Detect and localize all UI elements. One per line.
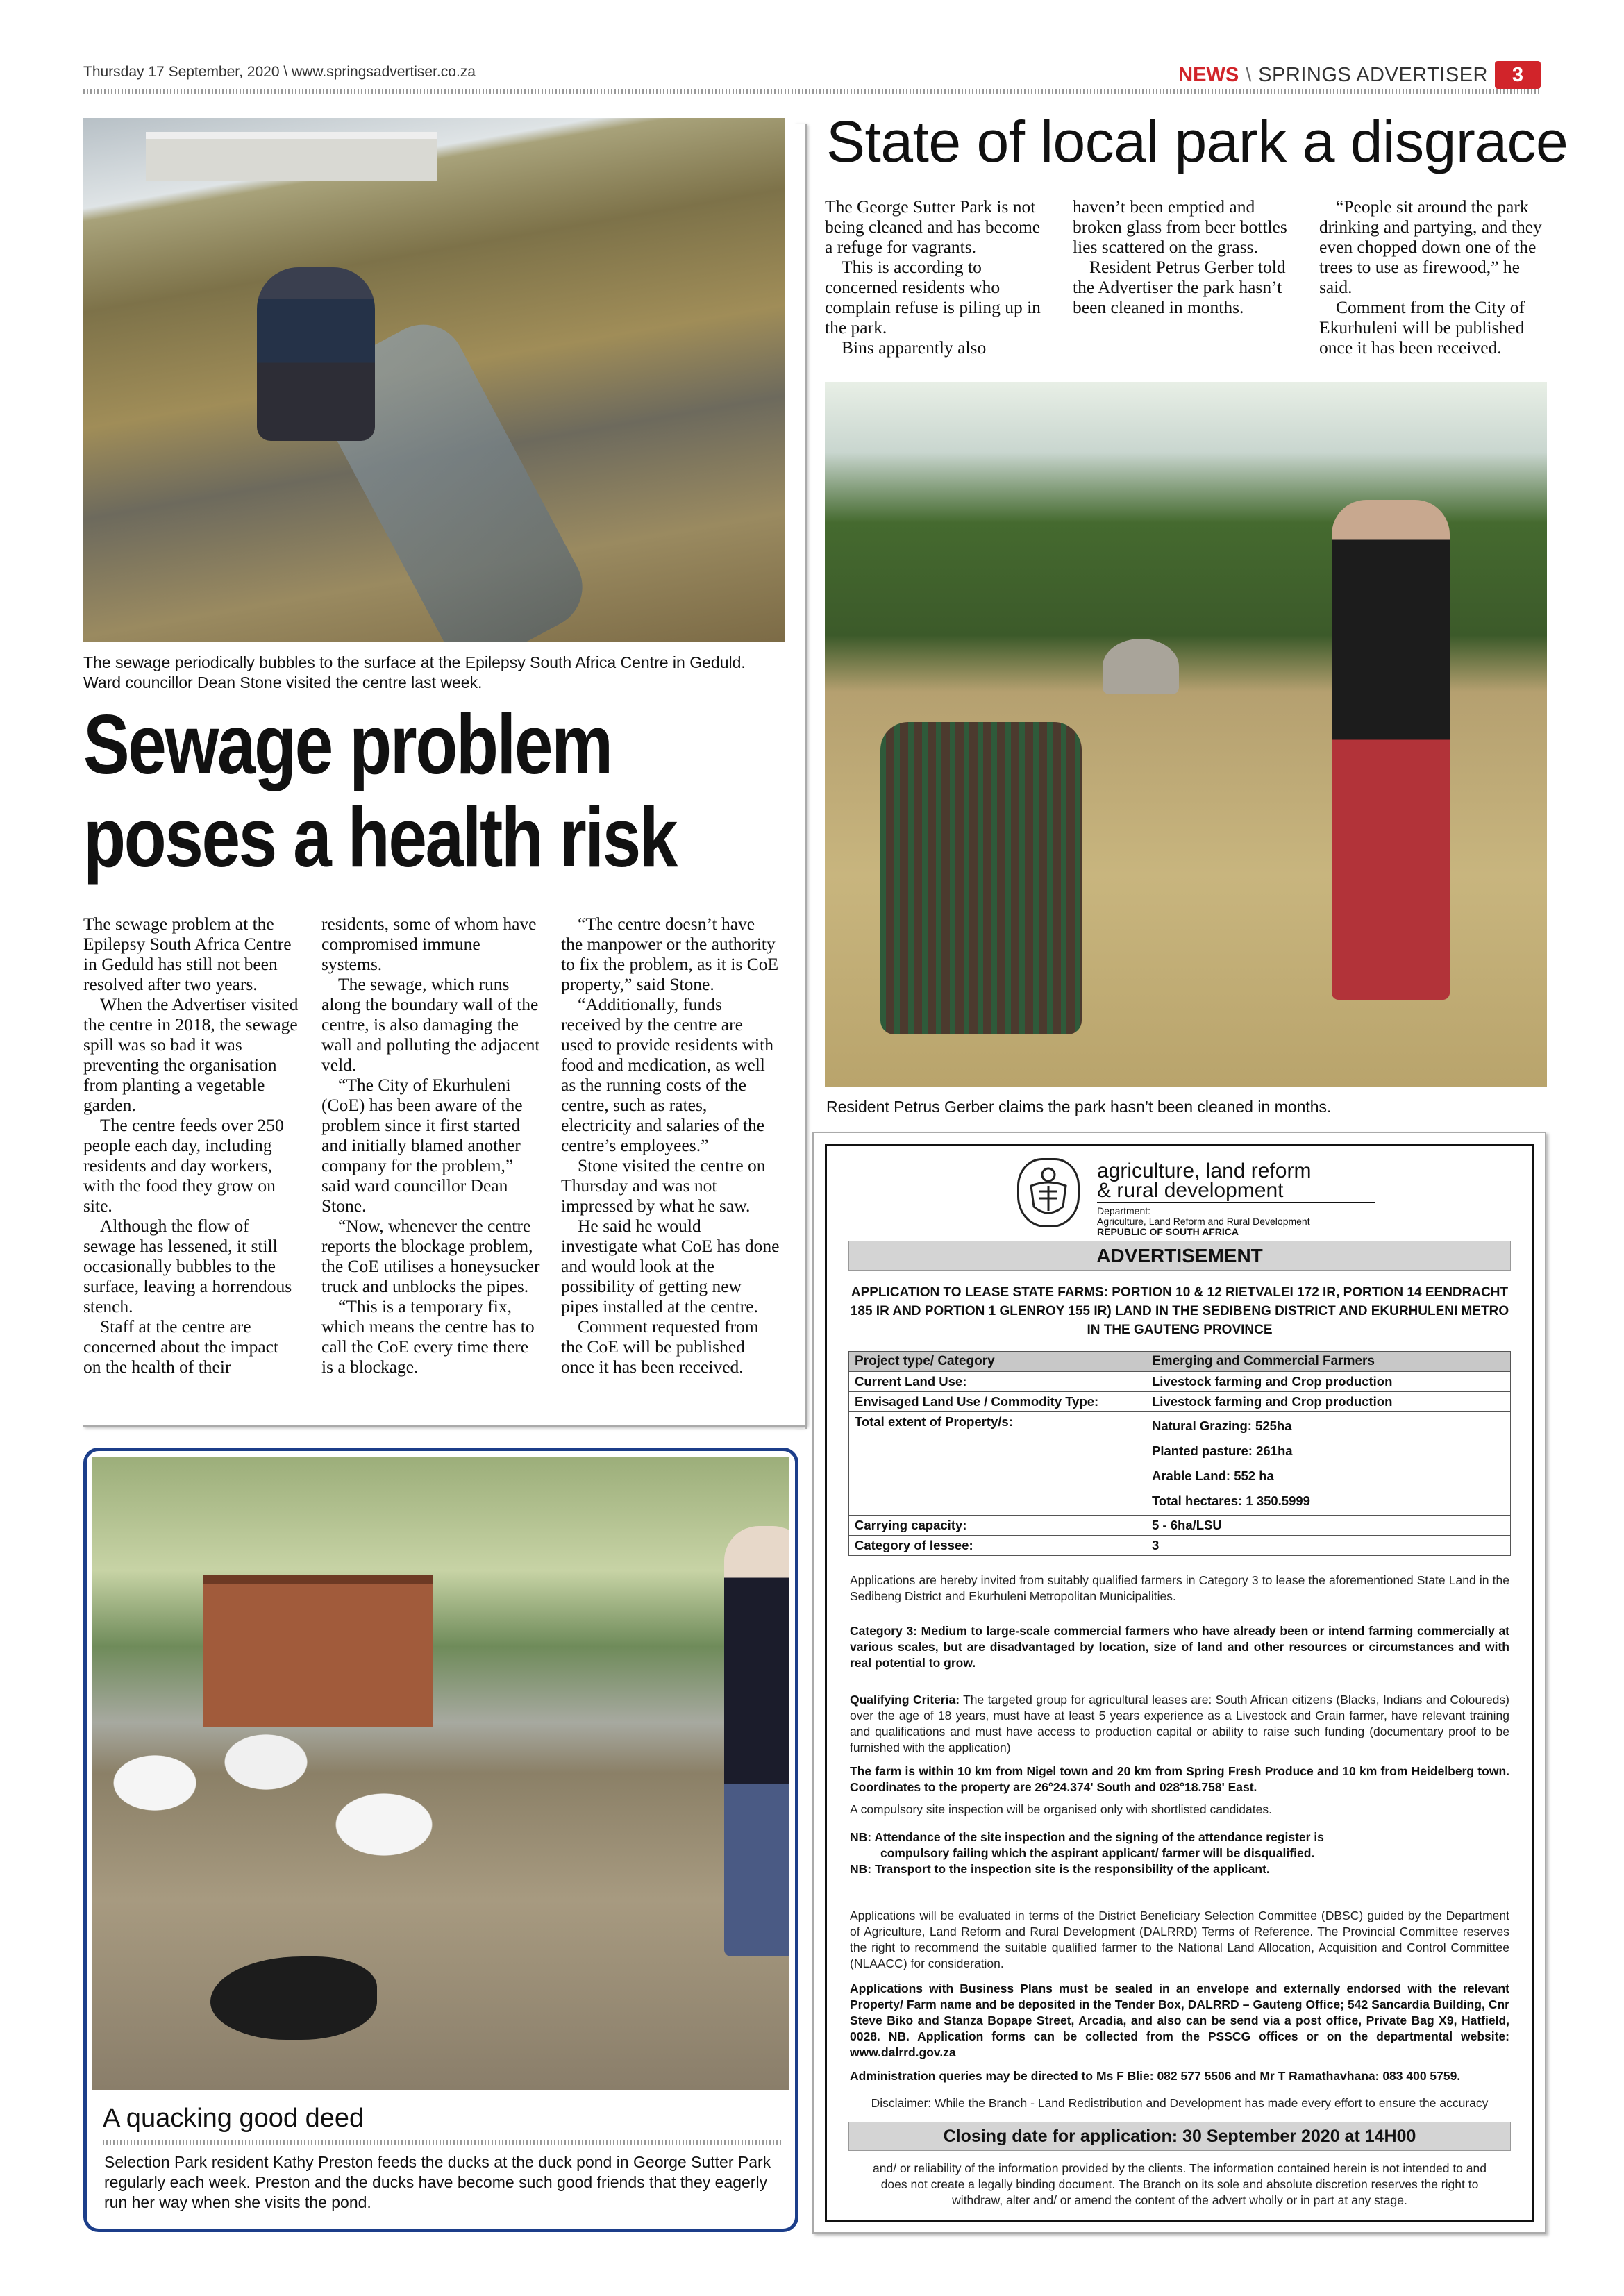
park-column-2: [1073, 196, 1298, 317]
advert-dept-line2: & rural development: [1097, 1179, 1284, 1202]
photo-stone-table: [1103, 639, 1179, 694]
advert-disclaimer-start: Disclaimer: While the Branch - Land Redistribution and Development has made every effort to ensure the accuracy: [871, 2096, 1489, 2110]
advert-subhead-c: IN THE GAUTENG PROVINCE: [1087, 1323, 1273, 1337]
duck-title: A quacking good deed: [103, 2104, 365, 2133]
header-section-block: [1178, 61, 1541, 89]
coat-of-arms-icon: [1017, 1158, 1080, 1227]
advert-dept-line4: Agriculture, Land Reform and Rural Development: [1097, 1216, 1310, 1227]
advert-subhead-a: APPLICATION TO LEASE STATE FARMS: PORTION 10 & 12 RIETVALEI 172 IR, PORTION 14 EENDRACHT 185 IR AND PORTION 1 GLENROY 155 IR) LAND IN THE: [850, 1285, 1509, 1318]
sewage-headline: [83, 697, 677, 885]
header-rule: [83, 89, 1541, 94]
paragraph: When the Advertiser visited the centre in 2018, the sewage spill was so bad it was preventing the organisation from planting a vegetable garden.: [83, 994, 299, 1115]
paragraph: Although the flow of sewage has lessened, it still occasionally bubbles to the surface, leaving a horrendous stench.: [83, 1216, 292, 1316]
advert-queries: [850, 2068, 1509, 2084]
table-cell: 5 - 6ha/LSU: [1146, 1516, 1511, 1536]
paragraph: Stone visited the centre on Thursday and was not impressed by what he saw.: [561, 1155, 766, 1216]
table-cell-extents: [1146, 1412, 1511, 1516]
paragraph: Bins apparently also: [842, 337, 987, 358]
duck-title-rule: [103, 2140, 783, 2145]
advert-category: [850, 1623, 1509, 1671]
advert-location: [850, 1763, 1509, 1795]
park-column-3: [1319, 196, 1545, 358]
paragraph: This is according to concerned residents who complain refuse is piling up in the park.: [825, 257, 1041, 337]
paragraph: Comment requested from the CoE will be published once it has been received.: [561, 1316, 759, 1377]
table-row: [849, 1352, 1511, 1372]
advert-subhead-b: SEDIBENG DISTRICT AND EKURHULENI METRO: [1202, 1304, 1509, 1318]
advert-disclaimer-end: and/ or reliability of the information provided by the clients. The information contained herein is not intended to and does not create a legally binding document. The Branch on its sole and absolute discretion reserves the right to withdraw, alter and/ or amend the content of the advert wholly or in part at any stage.: [873, 2161, 1487, 2207]
header-section: NEWS: [1178, 63, 1239, 86]
photo-brick-hut: [203, 1575, 433, 1727]
table-cell: Project type/ Category: [849, 1352, 1146, 1372]
photo-geese: [106, 1720, 467, 1859]
page-number: 3: [1495, 61, 1541, 89]
paragraph: The sewage, which runs along the boundary wall of the centre, is also damaging the wall and polluting the adjacent veld.: [321, 974, 540, 1075]
advert-nb2: NB: Transport to the inspection site is the responsibility of the applicant.: [850, 1862, 1270, 1876]
paragraph: The sewage problem at the Epilepsy South Africa Centre in Geduld has still not been resolved after two years.: [83, 914, 292, 994]
advert-property-table: [848, 1351, 1511, 1556]
sewage-photo: [83, 118, 785, 642]
paragraph: “Additionally, funds received by the centre are used to provide residents with food and medication, as well as the running costs of the centre, such as rates, electricity and salaries of the centre’s employees.”: [561, 994, 773, 1155]
table-row: [849, 1372, 1511, 1392]
paragraph: “People sit around the park drinking and partying, and they even chopped down one of the trees to use as firewood,” he said.: [1319, 196, 1542, 297]
table-cell: Current Land Use:: [849, 1372, 1146, 1392]
header-paper-name: SPRINGS ADVERTISER: [1258, 63, 1488, 86]
sewage-headline-line1: Sewage problem: [83, 697, 612, 791]
extent-arable: Arable Land: 552 ha: [1152, 1468, 1274, 1483]
park-photo: [825, 382, 1547, 1087]
table-cell: 3: [1146, 1536, 1511, 1556]
paragraph: “The City of Ekurhuleni (CoE) has been aware of the problem since it first started and initially blamed another company for the problem,” said ward councillor Dean Stone.: [321, 1075, 523, 1216]
table-cell: Emerging and Commercial Farmers: [1146, 1352, 1511, 1372]
table-cell: Livestock farming and Crop production: [1146, 1392, 1511, 1412]
extent-grazing: Natural Grazing: 525ha: [1152, 1418, 1292, 1433]
advert-queries-text: Administration queries may be directed to Ms F Blie: 082 577 5506 and Mr T Ramathavhana: 083 400 5759.: [850, 2069, 1461, 2083]
photo-duck: [210, 1956, 377, 2040]
advert-nb1-b: compulsory failing which the aspirant applicant/ farmer will be disqualified.: [880, 1846, 1315, 1860]
advert-dept-line1: agriculture, land reform: [1097, 1159, 1312, 1182]
paragraph: The George Sutter Park is not being cleaned and has become a refuge for vagrants.: [825, 196, 1041, 257]
header-date-site: Thursday 17 September, 2020 \ www.springsadvertiser.co.za: [83, 64, 476, 80]
table-row: [849, 1536, 1511, 1556]
table-cell: Total extent of Property/s:: [849, 1412, 1146, 1516]
park-headline: State of local park a disgrace: [826, 109, 1568, 174]
sewage-column-2: [321, 914, 540, 1377]
extent-pasture: Planted pasture: 261ha: [1152, 1443, 1293, 1458]
advert-category-text: Category 3: Medium to large-scale commercial farmers who have already been or intend farming commercially at various scales, but are disadvantaged by location, size of land and other resources or circumstances and with real potential to grow.: [850, 1624, 1509, 1670]
photo-building: [146, 132, 437, 181]
table-row: [849, 1392, 1511, 1412]
paragraph: “This is a temporary fix, which means the centre has to call the CoE every time there is a blockage.: [321, 1296, 535, 1377]
duck-photo: [92, 1457, 789, 2090]
advert-nb-attendance: [850, 1829, 1509, 1877]
advert-submission-text: Applications with Business Plans must be sealed in an envelope and externally endorsed with the relevant Property/ Farm name and be deposited in the Tender Box, DALRRD – Gauteng Office; 542 Sancardia Building, Cnr Steve Biko and Stanza Bopape Street, Arcadia, and also can be send via a post office, Private Bag X9, Hatfield, 0028. NB. Application forms can be collected from the PSSCG offices or on the departmental website: www.dalrrd.gov.za: [850, 1981, 1509, 2059]
advert-evaluation: Applications will be evaluated in terms of the District Beneficiary Selection Committee (DBSC) guided by the Department of Agriculture, Land Reform and Rural Development (DALRRD) Terms of Reference. The Provincial Committee reserves the right to recommend the suitable qualified farmer to the National Land Allocation, Acquisition and Control Committee (NLAACC) for consideration.: [850, 1909, 1509, 1970]
paragraph: The centre feeds over 250 people each day, including residents and day workers, with the food they grow on site.: [83, 1115, 284, 1216]
paragraph: He said he would investigate what CoE has done and would look at the possibility of getting new pipes installed at the centre.: [561, 1216, 780, 1316]
paragraph: residents, some of whom have compromised immune systems.: [321, 914, 537, 974]
paragraph: Resident Petrus Gerber told the Advertiser the park hasn’t been cleaned in months.: [1073, 257, 1286, 317]
photo-councillor: [257, 267, 375, 441]
sewage-headline-line2: poses a health risk: [83, 790, 677, 885]
paragraph: Staff at the centre are concerned about the impact on the health of their: [83, 1316, 279, 1377]
advert-band-title: ADVERTISEMENT: [848, 1241, 1511, 1271]
advert-dept-details: [1097, 1206, 1310, 1237]
sewage-column-3: [561, 914, 780, 1377]
advert-dept-rule: [1097, 1202, 1375, 1203]
park-column-1: [825, 196, 1050, 358]
advert-location-text: The farm is within 10 km from Nigel town and 20 km from Spring Fresh Produce and 10 km from Heidelberg town. Coordinates to the property are 26°24.374' South and 028°18.758' East.: [850, 1764, 1509, 1794]
advert-site-inspection: A compulsory site inspection will be organised only with shortlisted candidates.: [850, 1802, 1272, 1816]
photo-kathy-preston: [724, 1526, 789, 1956]
paragraph: “Now, whenever the centre reports the blockage problem, the CoE utilises a honeysucker truck and unblocks the pipes.: [321, 1216, 540, 1296]
table-cell: Category of lessee:: [849, 1536, 1146, 1556]
advert-dept-line5: REPUBLIC OF SOUTH AFRICA: [1097, 1226, 1239, 1237]
photo-overflowing-bin: [880, 722, 1082, 1034]
sewage-box-border-bottom: [83, 1420, 807, 1427]
table-row: [849, 1516, 1511, 1536]
park-photo-caption: Resident Petrus Gerber claims the park hasn’t been cleaned in months.: [826, 1098, 1332, 1116]
advert-criteria-text: The targeted group for agricultural leases are: South African citizens (Blacks, Indians and Coloureds) over the age of 18 years, must have at least 5 years experience as a Livestock and Grain farmer, have relevant training and qualifications and must have access to production capital or ability to raise such funding (documentary proof to be furnished with the application): [850, 1693, 1509, 1754]
advert-subhead: [848, 1283, 1511, 1339]
sewage-column-1: [83, 914, 299, 1377]
advert-submission: [850, 1981, 1509, 2061]
advert-dept-line3: Department:: [1097, 1205, 1151, 1216]
advert-nb1-a: NB: Attendance of the site inspection and the signing of the attendance register is: [850, 1830, 1324, 1844]
duck-caption: Selection Park resident Kathy Preston feeds the ducks at the duck pond in George Sutter Park regularly each week. Preston and the ducks have become such good friends that they eagerly run her way when she visits the pond.: [104, 2153, 771, 2211]
advert-invitation: Applications are hereby invited from suitably qualified farmers in Category 3 to lease the aforementioned State Land in the Sedibeng District and Ekurhuleni Metropolitan Municipalities.: [850, 1573, 1509, 1603]
advert-closing-date: Closing date for application: 30 September 2020 at 14H00: [848, 2122, 1511, 2151]
table-cell: Carrying capacity:: [849, 1516, 1146, 1536]
extent-total: Total hectares: 1 350.5999: [1152, 1493, 1310, 1508]
table-cell: Livestock farming and Crop production: [1146, 1372, 1511, 1392]
paragraph: haven’t been emptied and broken glass from beer bottles lies scattered on the grass.: [1073, 196, 1287, 257]
sewage-photo-caption: The sewage periodically bubbles to the surface at the Epilepsy South Africa Centre in Geduld. Ward councillor Dean Stone visited the centre last week.: [83, 653, 746, 692]
table-row: [849, 1412, 1511, 1516]
paragraph: “The centre doesn’t have the manpower or the authority to fix the problem, as it is CoE property,” said Stone.: [561, 914, 779, 994]
table-cell: Envisaged Land Use / Commodity Type:: [849, 1392, 1146, 1412]
sewage-box-border-right: [792, 124, 807, 1429]
header-separator: \: [1246, 63, 1252, 86]
photo-resident: [1332, 500, 1450, 1000]
advert-criteria: [850, 1692, 1509, 1756]
advert-criteria-label: Qualifying Criteria:: [850, 1693, 960, 1707]
paragraph: Comment from the City of Ekurhuleni will be published once it has been received.: [1319, 297, 1525, 358]
